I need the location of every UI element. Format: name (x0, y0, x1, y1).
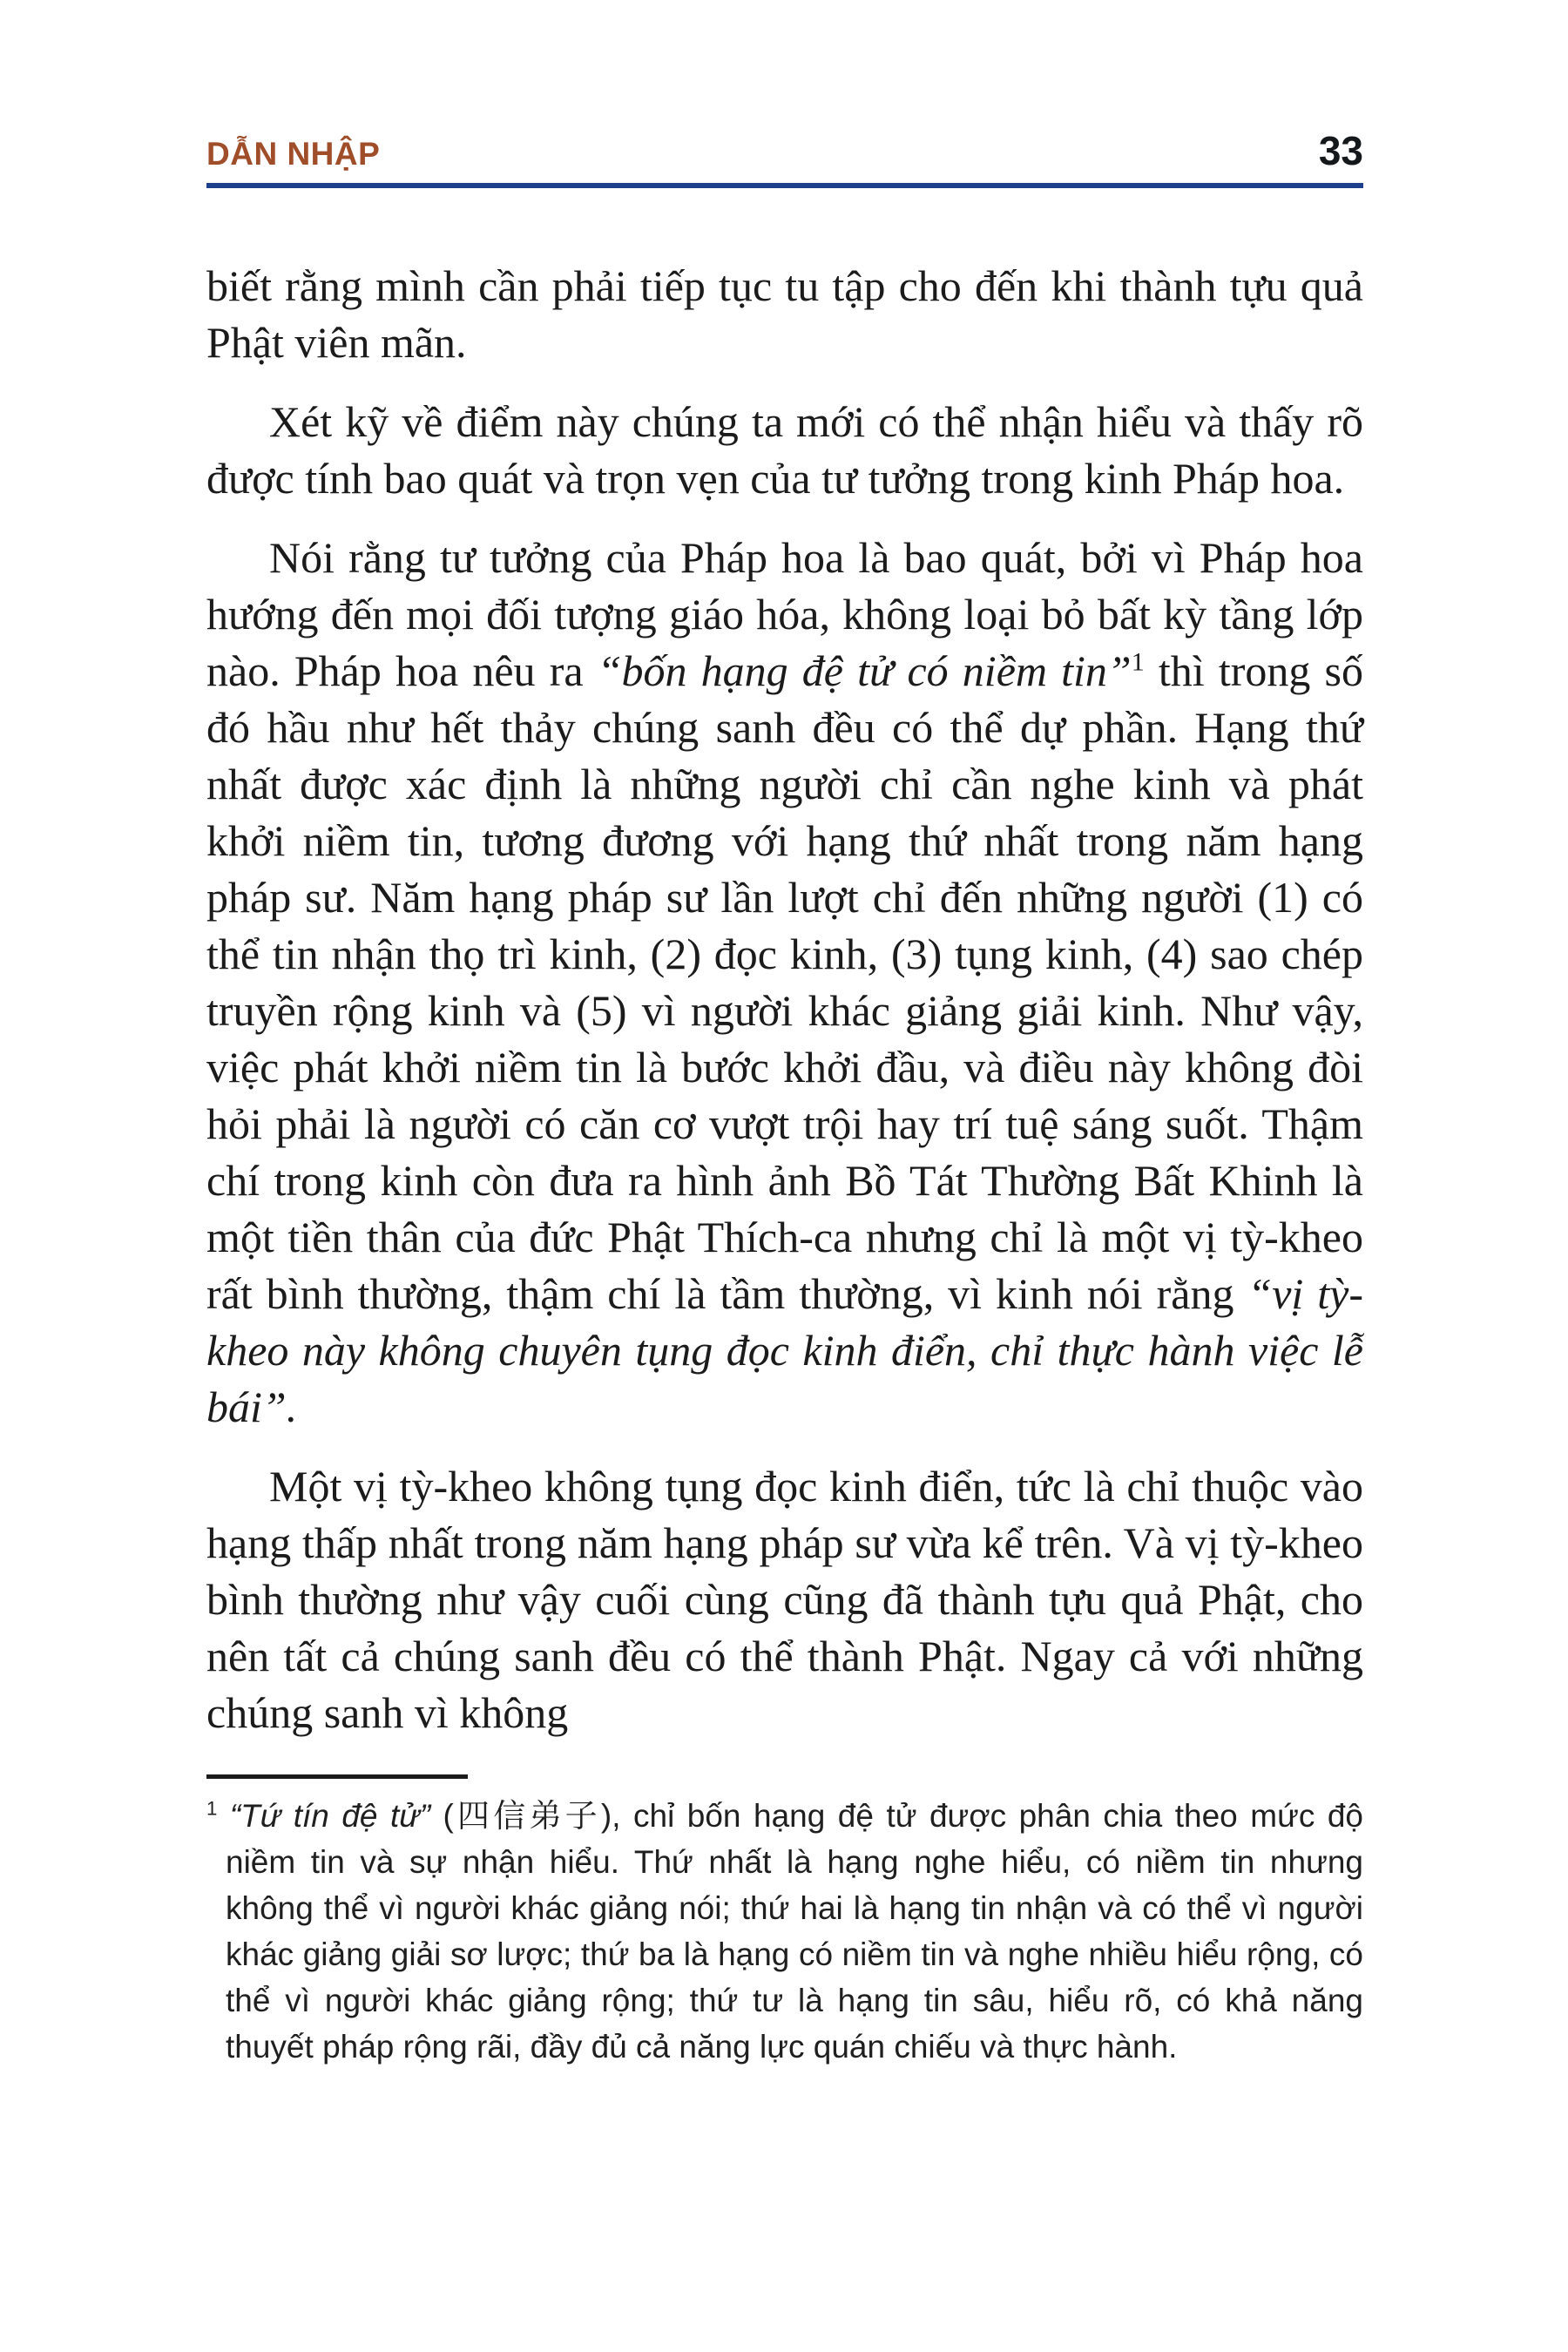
footnote-separator (206, 1774, 468, 1779)
body-paragraph: Xét kỹ về điểm này chúng ta mới có thể nhận hiểu và thấy rõ được tính bao quát và trọn vẹn của tư tưởng trong kinh Pháp hoa. (206, 397, 1363, 503)
footnote-reference: 1 (206, 1797, 218, 1820)
body-paragraph: biết rằng mình cần phải tiếp tục tu tập cho đến khi thành tựu quả Phật viên mãn. (206, 261, 1363, 367)
header-rule (206, 183, 1363, 188)
footnote: $^1$ “Tứ tín đệ tử” (四信弟子), chỉ bốn hạng đệ tử được phân chia theo mức độ niềm tin và sự nhận hiểu. Thứ nhất là hạng nghe hiểu, có niềm tin nhưng không thể vì người khác giảng nói; thứ hai là hạng tin nhận và có thể vì người khác giảng giải sơ lược; thứ ba là hạng có niềm tin và nghe nhiều hiểu rộng, có thể vì người khác giảng rộng; thứ tư là hạng tin sâu, hiểu rõ, có khả năng thuyết pháp rộng rãi, đầy đủ cả năng lực quán chiếu và thực hành. (206, 1797, 1363, 2065)
body-paragraph: Một vị tỳ-kheo không tụng đọc kinh điển, tức là chỉ thuộc vào hạng thấp nhất trong năm hạng pháp sư vừa kể trên. Và vị tỳ-kheo bình thường như vậy cuối cùng cũng đã thành tựu quả Phật, cho nên tất cả chúng sanh đều có thể thành Phật. Ngay cả với những chúng sanh vì không (206, 1462, 1363, 1737)
body-paragraph: Nói rằng tư tưởng của Pháp hoa là bao quát, bởi vì Pháp hoa hướng đến mọi đối tượng giáo hóa, không loại bỏ bất kỳ tầng lớp nào. Pháp hoa nêu ra “bốn hạng đệ tử có niềm tin”$^1$ thì trong số đó hầu như hết thảy chúng sanh đều có thể dự phần. Hạng thứ nhất được xác định là những người chỉ cần nghe kinh và phát khởi niềm tin, tương đương với hạng thứ nhất trong năm hạng pháp sư. Năm hạng pháp sư lần lượt chỉ đến những người (1) có thể tin nhận thọ trì kinh, (2) đọc kinh, (3) tụng kinh, (4) sao chép truyền rộng kinh và (5) vì người khác giảng giải kinh. Như vậy, việc phát khởi niềm tin là bước khởi đầu, và điều này không đòi hỏi phải là người có căn cơ vượt trội hay trí tuệ sáng suốt. Thậm chí trong kinh còn đưa ra hình ảnh Bồ Tát Thường Bất Khinh là một tiền thân của đức Phật Thích-ca nhưng chỉ là một vị tỳ-kheo rất bình thường, thậm chí là tầm thường, vì kinh nói rằng “vị tỳ-kheo này không chuyên tụng đọc kinh điển, chỉ thực hành việc lễ bái”. (206, 533, 1363, 1431)
page-number: 33 (1318, 128, 1363, 173)
running-header (206, 0, 1363, 174)
page-content (206, 0, 1363, 2070)
body-text (206, 258, 1363, 1741)
footnote-reference: 1 (1131, 647, 1145, 677)
running-header-title: DẪN NHẬP (206, 136, 381, 172)
